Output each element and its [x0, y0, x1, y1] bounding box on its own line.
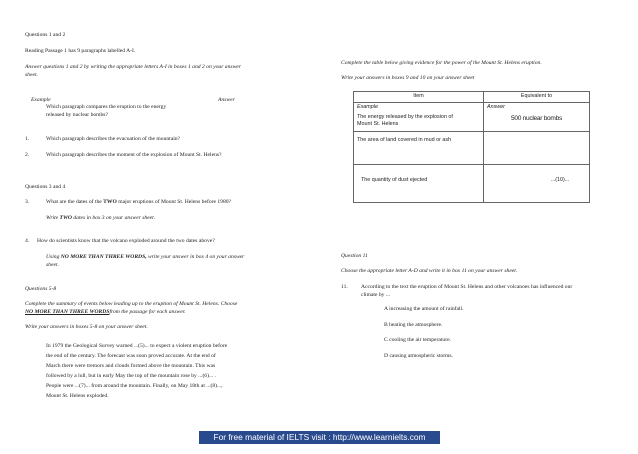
row1-equivalent: [484, 132, 590, 165]
example-question: released by nuclear bombs?: [46, 112, 108, 118]
q4-instr-pre: Using: [46, 254, 61, 260]
example-item-line: Mount St. Helens: [357, 121, 399, 127]
q4-instr-bold: NO MORE THAN THREE WORDS,: [60, 254, 147, 260]
passage-description: Reading Passage 1 has 9 paragraphs labelled A-I.: [25, 48, 136, 54]
questions-5-8-heading: Questions 5-8: [25, 286, 57, 292]
question-11-text: According to the text the eruption of Mount St. Helens and other volcanoes has influenced our: [361, 284, 573, 290]
question-number: 3.: [25, 199, 30, 205]
row2-item: The quantity of dust ejected: [354, 165, 484, 203]
q3-instr-pre: Write: [46, 215, 60, 221]
summary-instruction: [25, 309, 186, 316]
instruction-line: Answer questions 1 and 2 by writing the appropriate letters A-I in boxes 1 and 2 on your answer: [25, 64, 241, 70]
col-equivalent: Equivalent to: [484, 92, 590, 103]
q3-instr-bold: TWO: [59, 215, 72, 221]
footer-banner-link[interactable]: For free material of IELTS visit : http://www.learnielts.com: [199, 431, 440, 444]
example-item-line: The energy released by the explosion of: [357, 114, 453, 120]
question-3-text: [46, 199, 231, 206]
summary-bold: NO MORE THAN THREE WORDS: [25, 309, 110, 315]
table-row: [354, 132, 590, 165]
option-a: A increasing the amount of rainfall.: [384, 306, 464, 312]
summary-post: from the passage for each answer.: [109, 309, 186, 315]
table-answer-label: Answer: [487, 104, 505, 110]
q3-text-bold: TWO: [103, 199, 117, 205]
example-answer-cell: [484, 103, 590, 132]
summary-line: People were ...(7)... from around the mountain. Finally, on May 18th at ...(8)...,: [46, 383, 223, 389]
question-number: 2.: [25, 152, 30, 158]
question-number: 1.: [25, 136, 30, 142]
answer-label: Answer: [218, 97, 235, 103]
question-4-text: How do scientists know that the volcano exploded around the two dates above?: [37, 238, 215, 244]
question-11-text: climate by ...: [361, 292, 391, 298]
summary-line: followed by a lull, but in early May the top of the mountain rose by ...(6)... .: [46, 373, 216, 379]
question-4-instruction: [46, 254, 244, 261]
instruction-line: sheet.: [25, 72, 38, 78]
question-4-instruction: sheet.: [46, 262, 59, 268]
q4-instr-post: write your answer in box 4 on your answer: [146, 254, 245, 260]
col-item: Item: [354, 92, 484, 103]
questions-1-2-heading: Questions 1 and 2: [25, 32, 66, 38]
q3-text-post: major eruptions of Mount St. Helens before 1980?: [116, 199, 232, 205]
summary-line: March there were tremors and clouds formed above the mountain. This was: [46, 363, 216, 369]
q3-text-pre: What are the dates of the: [46, 199, 104, 205]
option-d: D causing atmospheric storms.: [384, 353, 453, 359]
write-answers-5-8: Write your answers in boxes 5-8 on your answer sheet.: [25, 324, 148, 330]
example-label: Example: [31, 97, 51, 103]
question-number: 11.: [341, 284, 348, 290]
example-answer: 500 nuclear bombs: [511, 115, 562, 122]
summary-instruction: Complete the summary of events below leading up to the eruption of Mount St. Helens. Choose: [25, 301, 238, 307]
table-row: [354, 103, 590, 132]
table-row: [354, 165, 590, 203]
table-header-row: [354, 92, 590, 103]
question-11-instruction: Choose the appropriate letter A-D and write it in box 11 on your answer sheet.: [341, 268, 518, 274]
row2-equivalent: ...(10)...: [484, 165, 590, 203]
summary-line: Mount St. Helens exploded.: [46, 393, 109, 399]
evidence-table: [353, 91, 590, 203]
questions-3-4-heading: Questions 3 and 4: [25, 184, 66, 190]
summary-line: the end of the century. The forecast was soon proved accurate. At the end of: [46, 353, 216, 359]
table-instruction: Complete the table below giving evidence for the power of the Mount St. Helens eruption.: [341, 60, 542, 66]
row1-item: The area of land covered in mud or ash: [354, 132, 484, 165]
table-example-label: Example: [357, 104, 378, 110]
question-1-text: Which paragraph describes the evacuation of the mountain?: [46, 136, 181, 142]
option-c: C cooling the air temperature.: [384, 337, 451, 343]
question-number: 4.: [25, 238, 30, 244]
summary-line: In 1979 the Geological Survey warned ...(5)... to expect a violent eruption before: [46, 343, 228, 349]
question-11-heading: Question 11: [341, 253, 368, 259]
option-b: B heating the atmosphere.: [384, 322, 443, 328]
question-2-text: Which paragraph describes the moment of the explosion of Mount St. Helens?: [46, 152, 222, 158]
question-3-instruction: [46, 215, 155, 222]
example-item-cell: [354, 103, 484, 132]
q3-instr-post: dates in box 3 on your answer sheet.: [71, 215, 156, 221]
table-write-instruction: Write your answers in boxes 9 and 10 on your answer sheet: [341, 75, 475, 81]
example-question: Which paragraph compares the eruption to the energy: [46, 104, 167, 110]
